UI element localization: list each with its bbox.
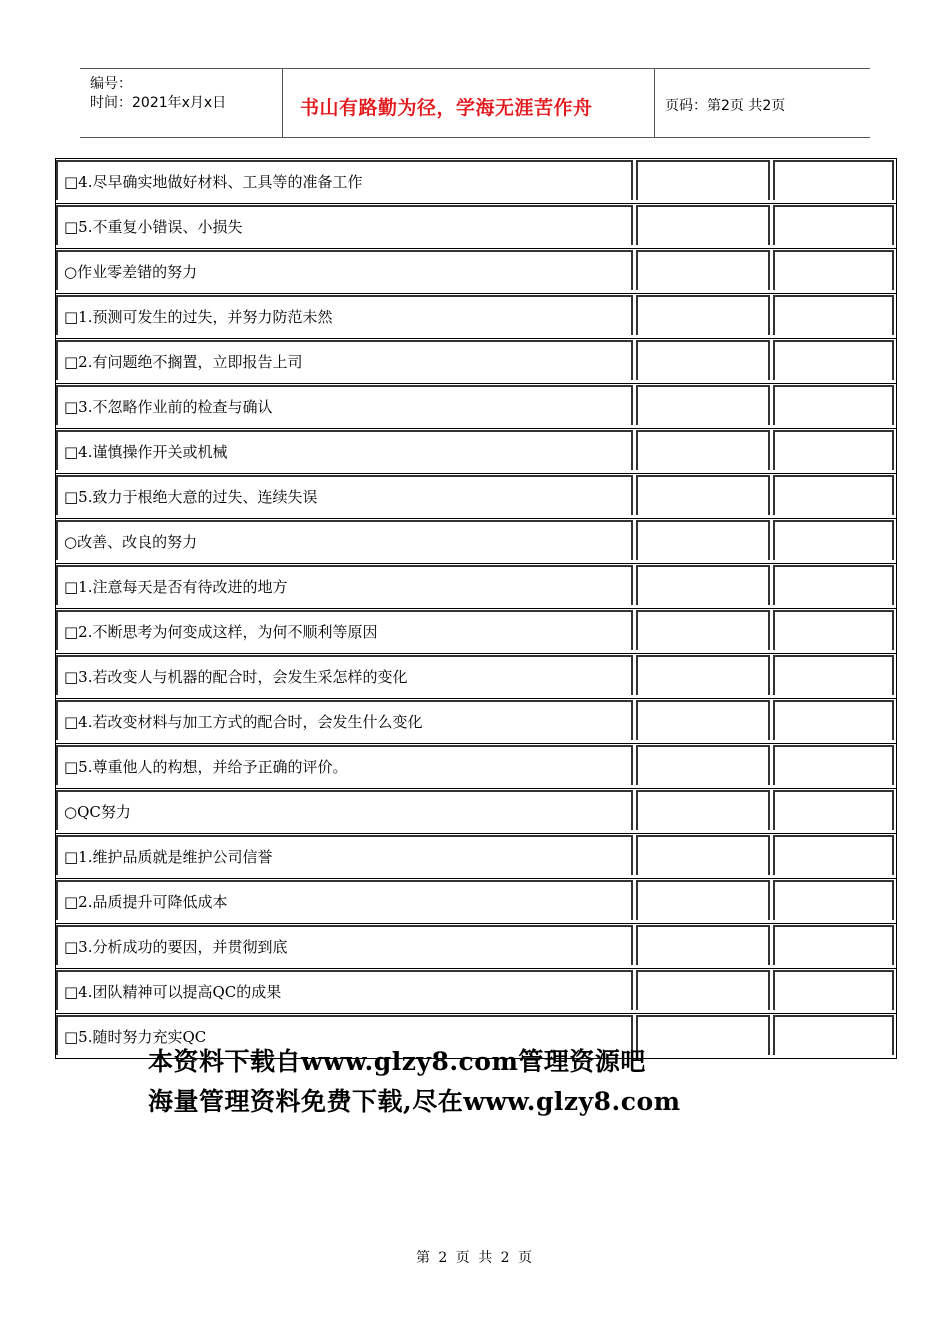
score-cell-2[interactable]	[773, 160, 894, 200]
checklist-item: □5.致力于根绝大意的过失、连续失误	[56, 475, 633, 515]
ad-line-1: 本资料下载自www.glzy8.com管理资源吧	[148, 1047, 646, 1076]
header-motto-cell	[282, 69, 655, 137]
table-row	[56, 699, 896, 744]
score-cell-2[interactable]	[773, 610, 894, 650]
score-cell-2[interactable]	[773, 430, 894, 470]
table-row	[56, 159, 896, 204]
table-row	[56, 654, 896, 699]
code-label: 编号：	[90, 76, 132, 92]
table-row	[56, 384, 896, 429]
table-row	[56, 249, 896, 294]
score-cell-1[interactable]	[636, 520, 770, 560]
score-cell-1[interactable]	[636, 655, 770, 695]
score-cell-1[interactable]	[636, 430, 770, 470]
checklist-item: □4.尽早确实地做好材料、工具等的准备工作	[56, 160, 633, 200]
checklist-item: □2.有问题绝不搁置，立即报告上司	[56, 340, 633, 380]
checklist-item: □3.若改变人与机器的配合时，会发生采怎样的变化	[56, 655, 633, 695]
checklist-item: □3.分析成功的要因，并贯彻到底	[56, 925, 633, 965]
score-cell-2[interactable]	[773, 250, 894, 290]
score-cell-1[interactable]	[636, 610, 770, 650]
header-meta-cell	[80, 69, 283, 137]
motto-text: 书山有路勤为径，学海无涯苦作舟	[300, 97, 593, 119]
score-cell-2[interactable]	[773, 340, 894, 380]
page-footer: 第 2 页 共 2 页	[415, 1250, 535, 1266]
table-row	[56, 789, 896, 834]
score-cell-2[interactable]	[773, 700, 894, 740]
time-label: 时间：2021年x月x日	[90, 95, 227, 111]
table-row	[56, 924, 896, 969]
header-page-cell	[655, 69, 870, 137]
score-cell-1[interactable]	[636, 160, 770, 200]
score-cell-1[interactable]	[636, 295, 770, 335]
checklist-item: □2.不断思考为何变成这样，为何不顺利等原因	[56, 610, 633, 650]
checklist-item: □4.若改变材料与加工方式的配合时，会发生什么变化	[56, 700, 633, 740]
score-cell-1[interactable]	[636, 835, 770, 875]
score-cell-1[interactable]	[636, 880, 770, 920]
score-cell-2[interactable]	[773, 745, 894, 785]
table-row	[56, 474, 896, 519]
score-cell-2[interactable]	[773, 385, 894, 425]
table-row	[56, 429, 896, 474]
checklist-item: □5.尊重他人的构想，并给予正确的评价。	[56, 745, 633, 785]
score-cell-2[interactable]	[773, 205, 894, 245]
score-cell-2[interactable]	[773, 835, 894, 875]
checklist-item: □3.不忽略作业前的检查与确认	[56, 385, 633, 425]
checklist-item: □4.谨慎操作开关或机械	[56, 430, 633, 470]
checklist-table	[55, 158, 897, 1059]
score-cell-1[interactable]	[636, 565, 770, 605]
score-cell-2[interactable]	[773, 1015, 894, 1055]
checklist-item: □1.维护品质就是维护公司信誉	[56, 835, 633, 875]
score-cell-2[interactable]	[773, 790, 894, 830]
score-cell-1[interactable]	[636, 745, 770, 785]
score-cell-2[interactable]	[773, 655, 894, 695]
table-row	[56, 834, 896, 879]
score-cell-2[interactable]	[773, 880, 894, 920]
table-row	[56, 294, 896, 339]
ad-line-2: 海量管理资料免费下载,尽在www.glzy8.com	[148, 1087, 681, 1116]
checklist-item: □1.预测可发生的过失，并努力防范未然	[56, 295, 633, 335]
checklist-item: □5.不重复小错误、小损失	[56, 205, 633, 245]
checklist-item: ○改善、改良的努力	[56, 520, 633, 560]
score-cell-1[interactable]	[636, 205, 770, 245]
score-cell-1[interactable]	[636, 790, 770, 830]
score-cell-1[interactable]	[636, 340, 770, 380]
checklist-item: □4.团队精神可以提高QC的成果	[56, 970, 633, 1010]
table-row	[56, 879, 896, 924]
score-cell-2[interactable]	[773, 970, 894, 1010]
score-cell-1[interactable]	[636, 1015, 770, 1055]
checklist-item: □1.注意每天是否有待改进的地方	[56, 565, 633, 605]
table-row	[56, 204, 896, 249]
score-cell-1[interactable]	[636, 385, 770, 425]
score-cell-2[interactable]	[773, 295, 894, 335]
table-row	[56, 609, 896, 654]
table-row	[56, 744, 896, 789]
document-header	[80, 68, 870, 138]
table-row	[56, 969, 896, 1014]
checklist-item: ○作业零差错的努力	[56, 250, 633, 290]
score-cell-2[interactable]	[773, 520, 894, 560]
table-row	[56, 339, 896, 384]
score-cell-1[interactable]	[636, 475, 770, 515]
table-row	[56, 519, 896, 564]
score-cell-1[interactable]	[636, 970, 770, 1010]
checklist-item: ○QC努力	[56, 790, 633, 830]
score-cell-1[interactable]	[636, 925, 770, 965]
score-cell-2[interactable]	[773, 475, 894, 515]
table-row	[56, 564, 896, 609]
score-cell-1[interactable]	[636, 700, 770, 740]
score-cell-2[interactable]	[773, 925, 894, 965]
checklist-item: □2.品质提升可降低成本	[56, 880, 633, 920]
page-info: 页码：第2页 共2页	[665, 98, 786, 114]
score-cell-1[interactable]	[636, 250, 770, 290]
score-cell-2[interactable]	[773, 565, 894, 605]
checklist-item: □5.随时努力充实QC	[56, 1015, 633, 1055]
